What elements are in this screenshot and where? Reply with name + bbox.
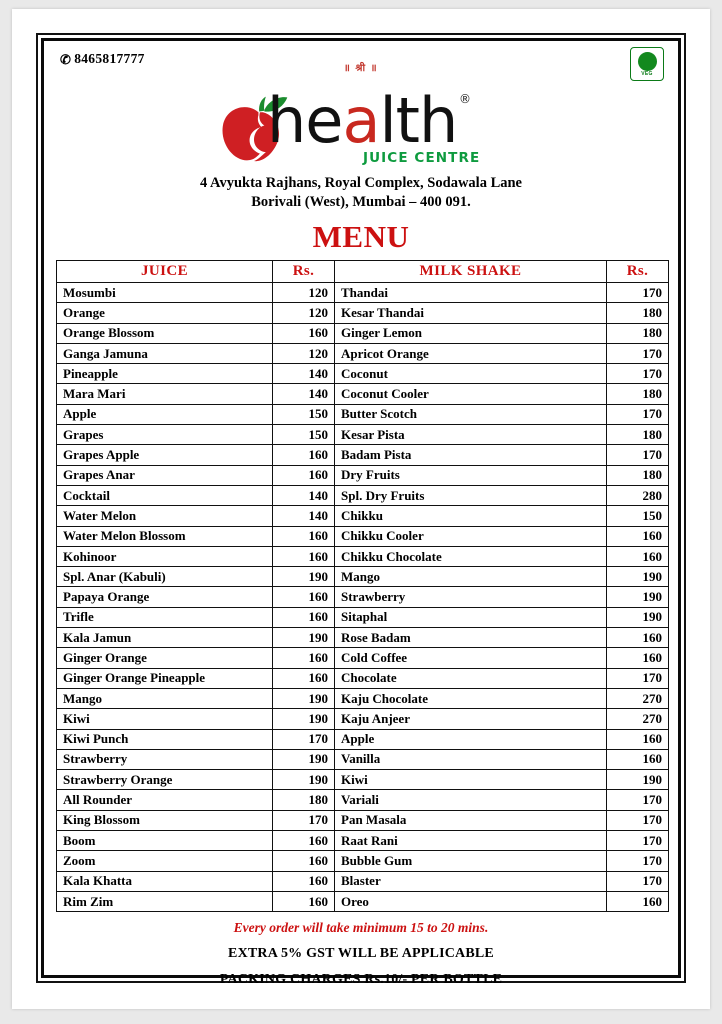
address-line-2: Borivali (West), Mumbai – 400 091.	[251, 194, 471, 210]
cell-milkshake-name: Coconut Cooler	[335, 384, 607, 404]
cell-milkshake-name: Mango	[335, 567, 607, 587]
logo-text-pre: he	[267, 84, 343, 157]
cell-juice-name: Spl. Anar (Kabuli)	[57, 567, 273, 587]
cell-juice-price: 160	[273, 871, 335, 891]
column-header-milkshake-price: Rs.	[607, 261, 669, 283]
logo-wordmark	[267, 82, 457, 160]
cell-milkshake-name: Variali	[335, 790, 607, 810]
cell-juice-price: 170	[273, 729, 335, 749]
cell-juice-price: 190	[273, 770, 335, 790]
table-row	[57, 343, 669, 363]
cell-juice-name: Kala Khatta	[57, 871, 273, 891]
cell-juice-price: 160	[273, 851, 335, 871]
cell-milkshake-price: 170	[607, 404, 669, 424]
table-row	[57, 526, 669, 546]
cell-juice-price: 150	[273, 425, 335, 445]
table-row	[57, 688, 669, 708]
cell-milkshake-price: 160	[607, 648, 669, 668]
table-row	[57, 709, 669, 729]
cell-juice-name: Water Melon	[57, 506, 273, 526]
cell-milkshake-price: 170	[607, 343, 669, 363]
cell-milkshake-price: 160	[607, 546, 669, 566]
cell-milkshake-price: 170	[607, 831, 669, 851]
cell-milkshake-price: 280	[607, 485, 669, 505]
column-header-juice-price: Rs.	[273, 261, 335, 283]
cell-juice-price: 150	[273, 404, 335, 424]
table-row	[57, 384, 669, 404]
cell-milkshake-name: Cold Coffee	[335, 648, 607, 668]
cell-milkshake-price: 190	[607, 607, 669, 627]
cell-milkshake-price: 150	[607, 506, 669, 526]
cell-juice-price: 160	[273, 445, 335, 465]
cell-juice-name: Orange	[57, 303, 273, 323]
cell-juice-price: 190	[273, 628, 335, 648]
cell-milkshake-name: Apricot Orange	[335, 343, 607, 363]
cell-juice-name: Grapes Anar	[57, 465, 273, 485]
cell-milkshake-name: Kesar Pista	[335, 425, 607, 445]
cell-milkshake-price: 160	[607, 729, 669, 749]
cell-juice-name: Apple	[57, 404, 273, 424]
cell-juice-price: 140	[273, 485, 335, 505]
cell-milkshake-name: Raat Rani	[335, 831, 607, 851]
table-row	[57, 546, 669, 566]
cell-milkshake-price: 170	[607, 668, 669, 688]
cell-milkshake-name: Butter Scotch	[335, 404, 607, 424]
table-row	[57, 810, 669, 830]
cell-milkshake-price: 170	[607, 364, 669, 384]
cell-milkshake-name: Coconut	[335, 364, 607, 384]
table-row	[57, 465, 669, 485]
cell-milkshake-price: 180	[607, 323, 669, 343]
cell-milkshake-name: Ginger Lemon	[335, 323, 607, 343]
cell-juice-name: Papaya Orange	[57, 587, 273, 607]
menu-table	[56, 260, 669, 912]
cell-juice-price: 190	[273, 567, 335, 587]
cell-juice-price: 160	[273, 648, 335, 668]
cell-milkshake-price: 180	[607, 384, 669, 404]
cell-juice-price: 170	[273, 810, 335, 830]
cell-juice-name: Rim Zim	[57, 891, 273, 911]
cell-milkshake-price: 170	[607, 790, 669, 810]
table-row	[57, 891, 669, 911]
cell-juice-name: King Blossom	[57, 810, 273, 830]
cell-juice-price: 160	[273, 891, 335, 911]
cell-juice-name: Water Melon Blossom	[57, 526, 273, 546]
cell-milkshake-name: Blaster	[335, 871, 607, 891]
table-row	[57, 729, 669, 749]
cell-milkshake-name: Spl. Dry Fruits	[335, 485, 607, 505]
veg-dot-icon	[638, 52, 657, 71]
cell-juice-price: 140	[273, 364, 335, 384]
cell-milkshake-name: Sitaphal	[335, 607, 607, 627]
table-row	[57, 404, 669, 424]
table-row	[57, 648, 669, 668]
cell-juice-price: 160	[273, 668, 335, 688]
cell-milkshake-price: 180	[607, 303, 669, 323]
cell-juice-name: Strawberry	[57, 749, 273, 769]
cell-milkshake-name: Oreo	[335, 891, 607, 911]
cell-milkshake-price: 180	[607, 465, 669, 485]
menu-table-body	[57, 283, 669, 912]
table-row	[57, 790, 669, 810]
cell-milkshake-price: 160	[607, 526, 669, 546]
cell-juice-name: Kiwi Punch	[57, 729, 273, 749]
table-row	[57, 506, 669, 526]
cell-milkshake-price: 170	[607, 871, 669, 891]
table-row	[57, 425, 669, 445]
cell-juice-price: 140	[273, 384, 335, 404]
cell-juice-price: 120	[273, 283, 335, 303]
table-row	[57, 668, 669, 688]
cell-milkshake-price: 190	[607, 567, 669, 587]
column-header-juice: JUICE	[57, 261, 273, 283]
menu-page	[12, 9, 710, 1009]
cell-milkshake-name: Chikku	[335, 506, 607, 526]
table-row	[57, 587, 669, 607]
cell-juice-price: 160	[273, 546, 335, 566]
cell-milkshake-price: 180	[607, 425, 669, 445]
logo-text-post: lth	[379, 84, 458, 157]
cell-juice-price: 190	[273, 709, 335, 729]
cell-juice-name: Zoom	[57, 851, 273, 871]
cell-milkshake-name: Apple	[335, 729, 607, 749]
page-title: MENU	[312, 219, 410, 254]
cell-juice-name: Strawberry Orange	[57, 770, 273, 790]
cell-juice-name: Cocktail	[57, 485, 273, 505]
page-outer-border	[36, 33, 686, 988]
cell-juice-price: 160	[273, 587, 335, 607]
logo-tagline: JUICE CENTRE	[363, 150, 481, 166]
cell-milkshake-name: Bubble Gum	[335, 851, 607, 871]
table-row	[57, 323, 669, 343]
header-bar	[56, 51, 666, 77]
cell-juice-price: 120	[273, 303, 335, 323]
cell-juice-price: 140	[273, 506, 335, 526]
cell-juice-name: Pineapple	[57, 364, 273, 384]
cell-juice-name: Orange Blossom	[57, 323, 273, 343]
cell-milkshake-name: Pan Masala	[335, 810, 607, 830]
cell-juice-name: Kohinoor	[57, 546, 273, 566]
cell-milkshake-price: 160	[607, 628, 669, 648]
cell-juice-price: 180	[273, 790, 335, 810]
cell-milkshake-name: Badam Pista	[335, 445, 607, 465]
cell-juice-price: 160	[273, 607, 335, 627]
address-line-1: 4 Avyukta Rajhans, Royal Complex, Sodawala Lane	[199, 175, 522, 191]
shri-text: ॥ श्री ॥	[343, 63, 379, 74]
logo-text-a: a	[342, 84, 380, 157]
cell-milkshake-price: 190	[607, 587, 669, 607]
phone-number	[60, 51, 145, 68]
table-row	[57, 749, 669, 769]
cell-juice-name: All Rounder	[57, 790, 273, 810]
cell-milkshake-name: Dry Fruits	[335, 465, 607, 485]
table-row	[57, 303, 669, 323]
cell-juice-price: 160	[273, 831, 335, 851]
cell-juice-name: Grapes	[57, 425, 273, 445]
cell-milkshake-price: 170	[607, 283, 669, 303]
brand-logo	[56, 76, 666, 172]
table-row	[57, 445, 669, 465]
table-row	[57, 628, 669, 648]
cell-juice-name: Kiwi	[57, 709, 273, 729]
table-row	[57, 283, 669, 303]
cell-milkshake-name: Kaju Anjeer	[335, 709, 607, 729]
cell-milkshake-name: Kesar Thandai	[335, 303, 607, 323]
cell-juice-name: Ganga Jamuna	[57, 343, 273, 363]
cell-juice-price: 160	[273, 526, 335, 546]
cell-juice-name: Grapes Apple	[57, 445, 273, 465]
table-row	[57, 364, 669, 384]
cell-juice-name: Trifle	[57, 607, 273, 627]
cell-milkshake-price: 270	[607, 709, 669, 729]
table-header-row	[57, 261, 669, 283]
cell-juice-name: Mara Mari	[57, 384, 273, 404]
table-row	[57, 607, 669, 627]
cell-milkshake-name: Chocolate	[335, 668, 607, 688]
cell-milkshake-price: 270	[607, 688, 669, 708]
veg-label: VEG	[641, 70, 653, 77]
note-preparation-time: Every order will take minimum 15 to 20 mins.	[233, 920, 489, 936]
cell-milkshake-price: 170	[607, 810, 669, 830]
cell-juice-price: 120	[273, 343, 335, 363]
cell-milkshake-name: Strawberry	[335, 587, 607, 607]
cell-juice-price: 160	[273, 323, 335, 343]
cell-juice-name: Kala Jamun	[57, 628, 273, 648]
cell-milkshake-price: 190	[607, 770, 669, 790]
cell-milkshake-name: Kaju Chocolate	[335, 688, 607, 708]
cell-milkshake-price: 170	[607, 851, 669, 871]
cell-milkshake-name: Chikku Cooler	[335, 526, 607, 546]
note-packing-charges: PACKING CHARGES Rs.10/- PER BOTTLE	[219, 972, 503, 988]
cell-juice-name: Ginger Orange	[57, 648, 273, 668]
cell-milkshake-price: 160	[607, 749, 669, 769]
cell-juice-name: Boom	[57, 831, 273, 851]
cell-milkshake-price: 160	[607, 891, 669, 911]
cell-milkshake-price: 170	[607, 445, 669, 465]
cell-juice-name: Ginger Orange Pineapple	[57, 668, 273, 688]
cell-milkshake-name: Thandai	[335, 283, 607, 303]
cell-juice-name: Mango	[57, 688, 273, 708]
cell-milkshake-name: Vanilla	[335, 749, 607, 769]
cell-milkshake-name: Rose Badam	[335, 628, 607, 648]
note-gst: EXTRA 5% GST WILL BE APPLICABLE	[228, 946, 494, 962]
cell-juice-price: 160	[273, 465, 335, 485]
address-block	[56, 174, 666, 212]
phone-icon: ✆	[60, 52, 72, 67]
phone-number-text: 8465817777	[74, 51, 145, 66]
table-row	[57, 851, 669, 871]
cell-milkshake-name: Chikku Chocolate	[335, 546, 607, 566]
table-row	[57, 770, 669, 790]
cell-juice-price: 190	[273, 749, 335, 769]
table-row	[57, 485, 669, 505]
table-row	[57, 567, 669, 587]
page-inner-border	[41, 38, 681, 988]
cell-juice-name: Mosumbi	[57, 283, 273, 303]
registered-trademark-icon: ®	[459, 92, 471, 106]
table-row	[57, 831, 669, 851]
cell-milkshake-name: Kiwi	[335, 770, 607, 790]
table-row	[57, 871, 669, 891]
cell-juice-price: 190	[273, 688, 335, 708]
column-header-milkshake: MILK SHAKE	[335, 261, 607, 283]
